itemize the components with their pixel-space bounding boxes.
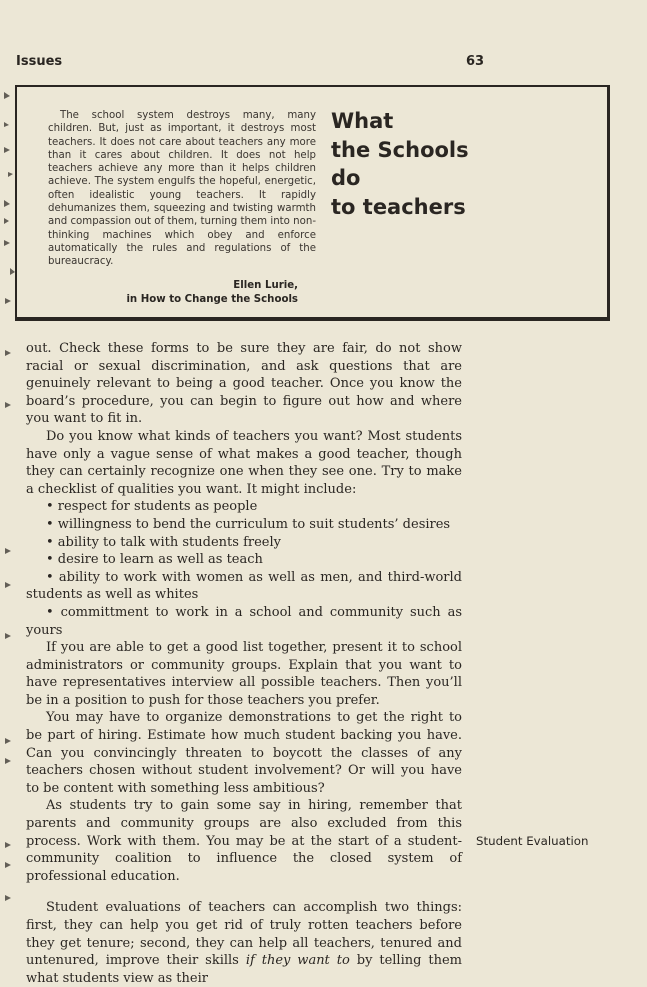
paragraph: out. Check these forms to be sure they are fair, do not show racial or sexual discrimination, and ask questions that are genuinely relevant to being a good teacher. Once you know the board’s procedure, you can begin to figure out how and where you want to fit in.	[26, 341, 462, 427]
text-run: Student evaluations of teachers can accomplish two things: first, they can help you get rid of truly rotten teachers before they get tenure; second, they can help all teachers, tenured and untenured, improve their skills	[26, 900, 462, 969]
body-text	[26, 340, 462, 987]
paragraph: Do you know what kinds of teachers you want? Most students have only a vague sense of what makes a good teacher, though they can certainly recognize one when they see one. Try to make a checklist of qualities you want. It might include:	[26, 428, 462, 497]
paragraph: If you are able to get a good list together, present it to school administrators or community groups. Explain that you want to have representatives interview all possible teachers. Then you’ll be in a position to push for those teachers you prefer.	[26, 640, 462, 708]
title-line: do	[331, 166, 361, 190]
quote-author: Ellen Lurie,	[233, 280, 298, 291]
bullet-item: • ability to talk with students freely	[46, 534, 281, 550]
section-header: Issues	[16, 54, 63, 69]
bullet-item: • desire to learn as well as teach	[46, 552, 263, 568]
sidebar-heading: Student Evaluation	[476, 834, 589, 848]
paragraph	[26, 899, 462, 987]
box-title	[331, 107, 591, 221]
bullet-item: • ability to work with women as well as men, and third-world students as well as whites	[26, 569, 462, 603]
page-number: 63	[466, 54, 485, 69]
paragraph: As students try to gain some say in hiring, remember that parents and community groups are also excluded from this process. Work with them. You may be at the start of a student-community coalition to influence the closed system of professional education.	[26, 798, 462, 884]
quote-paragraph: The school system destroys many, many children. But, just as important, it destroys most teachers. It does not care about teachers any more than it cares about children. It does not help teachers achieve any more than it helps children achieve. The system engulfs the hopeful, energetic, often idealistic young teachers. It rapidly dehumanizes them, squeezing and twisting warmth and compassion out of them, turning them into non-thinking machines which obey and enforce automatically the rules and regulations of the bureaucracy.	[48, 110, 316, 268]
title-line: the Schools	[331, 137, 469, 162]
bullet-item: • respect for students as people	[46, 499, 258, 515]
quote-text	[48, 109, 316, 269]
title-line: What	[331, 109, 394, 133]
paragraph: You may have to organize demonstrations to get the right to be part of hiring. Estimate how much student backing you have. Can you convincingly threaten to boycott the classes of any teachers chosen without student involvement? Or will you have to be content with something less ambitious?	[26, 710, 462, 796]
quote-box	[15, 85, 610, 321]
italic-run: if they want to	[245, 953, 350, 969]
quote-attribution	[48, 279, 298, 307]
title-line: to teachers	[331, 194, 466, 219]
bullet-item: • willingness to bend the curriculum to suit students’ desires	[46, 516, 451, 532]
text-run: by telling them what students view as their	[26, 953, 463, 986]
quote-source: in How to Change the Schools	[126, 294, 298, 305]
bullet-item: • committment to work in a school and community such as yours	[26, 604, 462, 638]
